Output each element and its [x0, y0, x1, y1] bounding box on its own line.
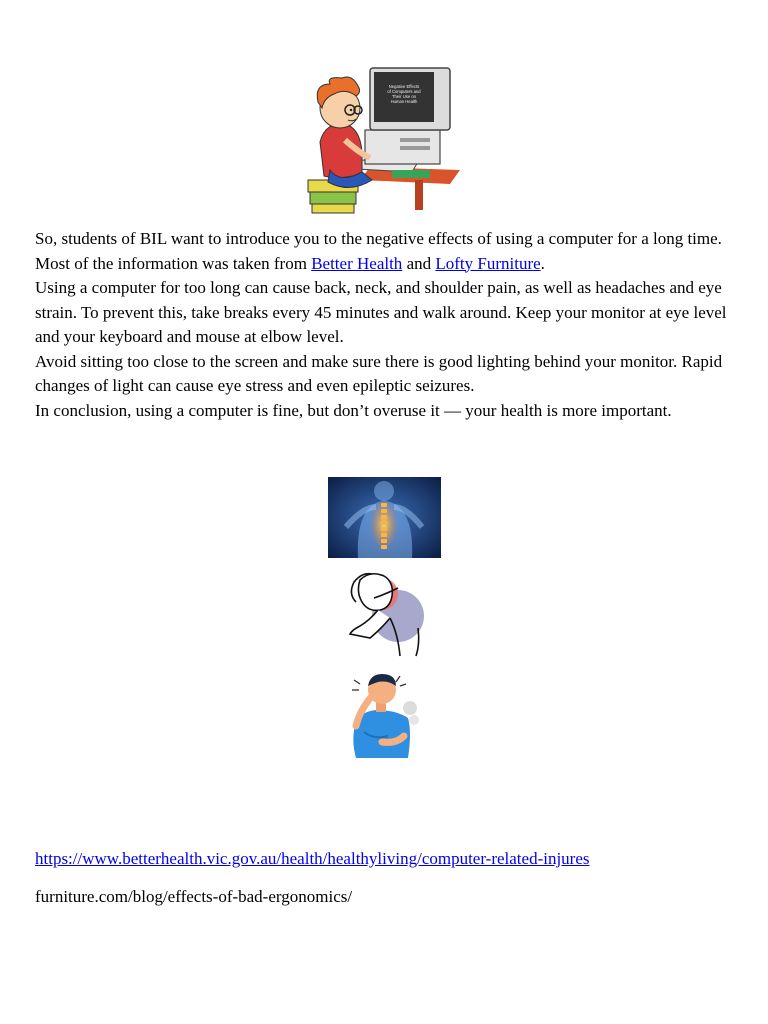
reference-link-better-health[interactable]: https://www.betterhealth.vic.gov.au/health/healthyliving/computer-related-injures [35, 849, 590, 868]
monitor-screen-text-2: of Computers and [387, 89, 421, 94]
headache-illustration [342, 670, 426, 758]
reference-text-furniture: furniture.com/blog/effects-of-bad-ergonomics/ [35, 887, 353, 906]
paragraph-conclusion: In conclusion, using a computer is fine, but don’t overuse it — your health is more important. [35, 400, 672, 420]
lofty-furniture-link[interactable]: Lofty Furniture [435, 253, 541, 273]
intro-text-2: and [402, 253, 436, 273]
paragraph-screen-lighting: Avoid sitting too close to the screen and make sure there is good lighting behind your monitor. Rapid changes of light can cause eye stress and even epileptic seizures. [35, 351, 723, 395]
monitor-screen-text-4: Human Health [390, 99, 418, 104]
neck-pain-illustration [340, 568, 430, 660]
paragraph-pain-prevention: Using a computer for too long can cause back, neck, and shoulder pain, as well as headaches and eye strain. To prevent this, take breaks every 45 minutes and walk around. Keep your monitor at eye level and your keyboard and mouse at elbow level. [35, 278, 727, 346]
intro-text-3: . [540, 253, 545, 273]
monitor-screen-text-3: Their Use on [392, 94, 416, 99]
intro-text-1: So, students of BIL want to introduce you to the negative effects of using a computer for a long time. Most of the information was taken from [35, 229, 722, 273]
intro-paragraph [35, 227, 740, 276]
spine-pain-illustration [328, 477, 441, 558]
monitor-screen-text-1: Negative Effects [388, 84, 420, 89]
article-body [35, 227, 740, 423]
computer-user-illustration [300, 62, 470, 214]
better-health-link[interactable]: Better Health [311, 253, 403, 273]
